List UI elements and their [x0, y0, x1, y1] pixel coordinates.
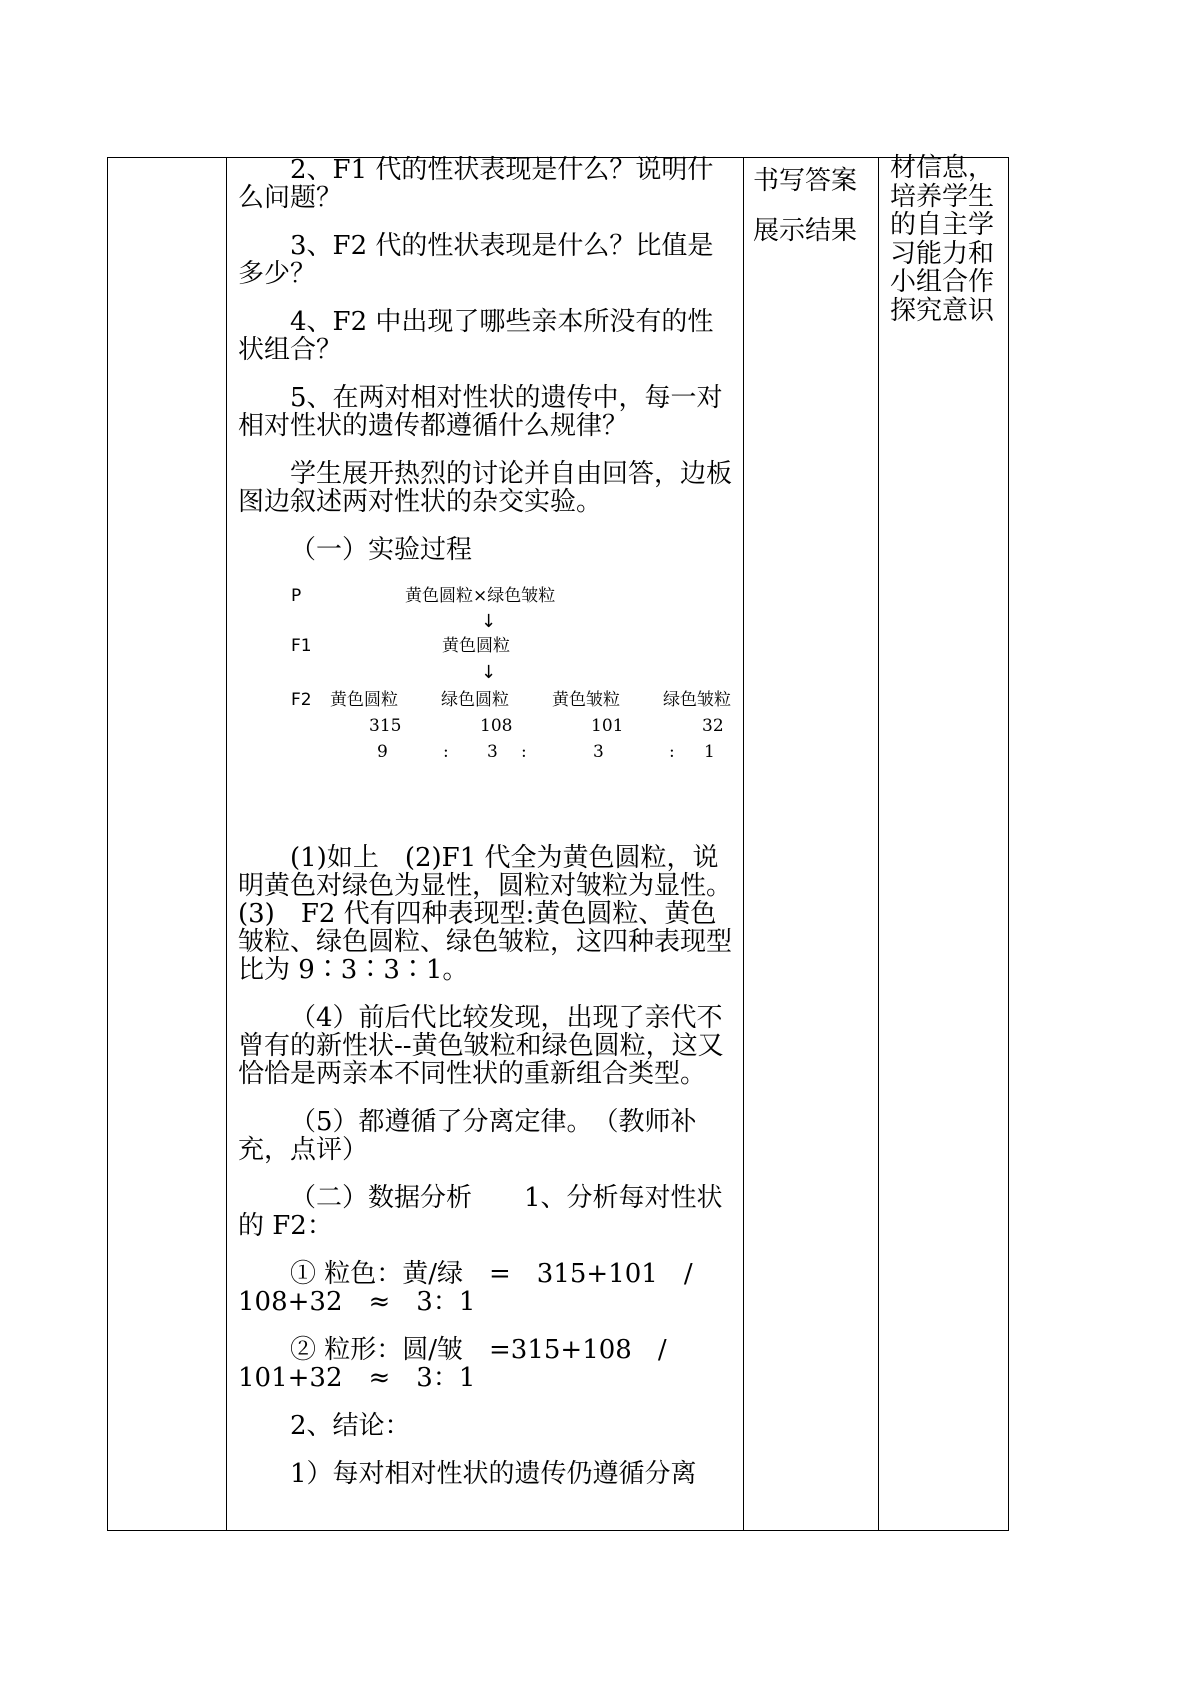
- ratio-separator: :: [521, 742, 527, 762]
- analysis-seed-shape: ② 粒形：圆/皱 =315+108 / 101+32 ≈ 3：1: [238, 1335, 693, 1393]
- table-border-col3: [878, 157, 879, 1531]
- conclusion-1: 1）每对相对性状的遗传仍遵循分离: [290, 1459, 697, 1489]
- ratio-separator: :: [443, 742, 449, 762]
- ratio-value: 1: [704, 742, 715, 762]
- f1-value: 黄色圆粒: [442, 636, 510, 656]
- f2-count: 101: [591, 716, 624, 736]
- f2-count: 108: [480, 716, 513, 736]
- ratio-value: 3: [593, 742, 604, 762]
- cross-diagram: [238, 574, 731, 790]
- f1-label: F1: [291, 636, 312, 656]
- arrow-icon: ↓: [481, 611, 497, 632]
- teaching-content-cell: [238, 155, 746, 1489]
- answer-4: （4）前后代比较发现，出现了亲代不曾有的新性状--黄色皱粒和绿色圆粒，这又恰恰是两亲本不同性状的重新组合类型。: [238, 1003, 724, 1089]
- section-heading-data-analysis: （二）数据分析 1、分析每对性状的 F2：: [238, 1183, 723, 1241]
- table-border-col1: [226, 157, 227, 1531]
- activity-line: 展示结果: [753, 216, 858, 246]
- analysis-seed-color: ① 粒色：黄/绿 = 315+101 / 108+32 ≈ 3：1: [238, 1259, 719, 1317]
- conclusion-heading: 2、结论：: [290, 1411, 411, 1441]
- f2-type: 黄色皱粒: [552, 690, 620, 710]
- arrow-icon: ↓: [481, 662, 497, 683]
- table-border-left: [107, 157, 108, 1531]
- answer-1-3: (1)如上 (2)F1 代全为黄色圆粒，说明黄色对绿色为显性，圆粒对皱粒为显性。 (3) F2 代有四种表现型:黄色圆粒、黄色皱粒、绿色圆粒、绿色皱粒，这四种表现型比为 9∶3∶3∶1。: [238, 843, 746, 985]
- f2-type: 绿色皱粒: [663, 690, 731, 710]
- f2-label: F2: [291, 690, 312, 710]
- section-heading-experiment: （一）实验过程: [290, 535, 473, 565]
- f2-type: 绿色圆粒: [441, 690, 509, 710]
- f2-type: 黄色圆粒: [330, 690, 398, 710]
- student-discussion: 学生展开热烈的讨论并自由回答，边板图边叙述两对性状的杂交实验。: [238, 459, 733, 517]
- question-5: 5、在两对相对性状的遗传中，每一对相对性状的遗传都遵循什么规律？: [238, 383, 723, 441]
- question-4: 4、F2 中出现了哪些亲本所没有的性状组合？: [238, 307, 714, 365]
- p-label: P: [291, 586, 302, 606]
- ratio-value: 3: [487, 742, 498, 762]
- student-activity-cell: [753, 156, 875, 256]
- ratio-separator: :: [669, 742, 675, 762]
- question-3: 3、F2 代的性状表现是什么？比值是多少？: [238, 231, 714, 289]
- table-bottom-border: [107, 1530, 1009, 1531]
- activity-line: 书写答案: [753, 166, 858, 196]
- table-border-right: [1008, 157, 1009, 1531]
- f2-count: 315: [369, 716, 402, 736]
- f2-count: 32: [702, 716, 724, 736]
- question-2: 2、F1 代的性状表现是什么？说明什么问题？: [238, 155, 714, 213]
- p-cross: 黄色圆粒×绿色皱粒: [405, 586, 556, 606]
- design-intent-cell: 材信息，培养学生的自主学习能力和小组合作探究意识: [890, 153, 995, 326]
- ratio-value: 9: [377, 742, 388, 762]
- table-border-col2: [743, 157, 744, 1531]
- answer-5: （5）都遵循了分离定律。 （教师补充，点评）: [238, 1107, 697, 1165]
